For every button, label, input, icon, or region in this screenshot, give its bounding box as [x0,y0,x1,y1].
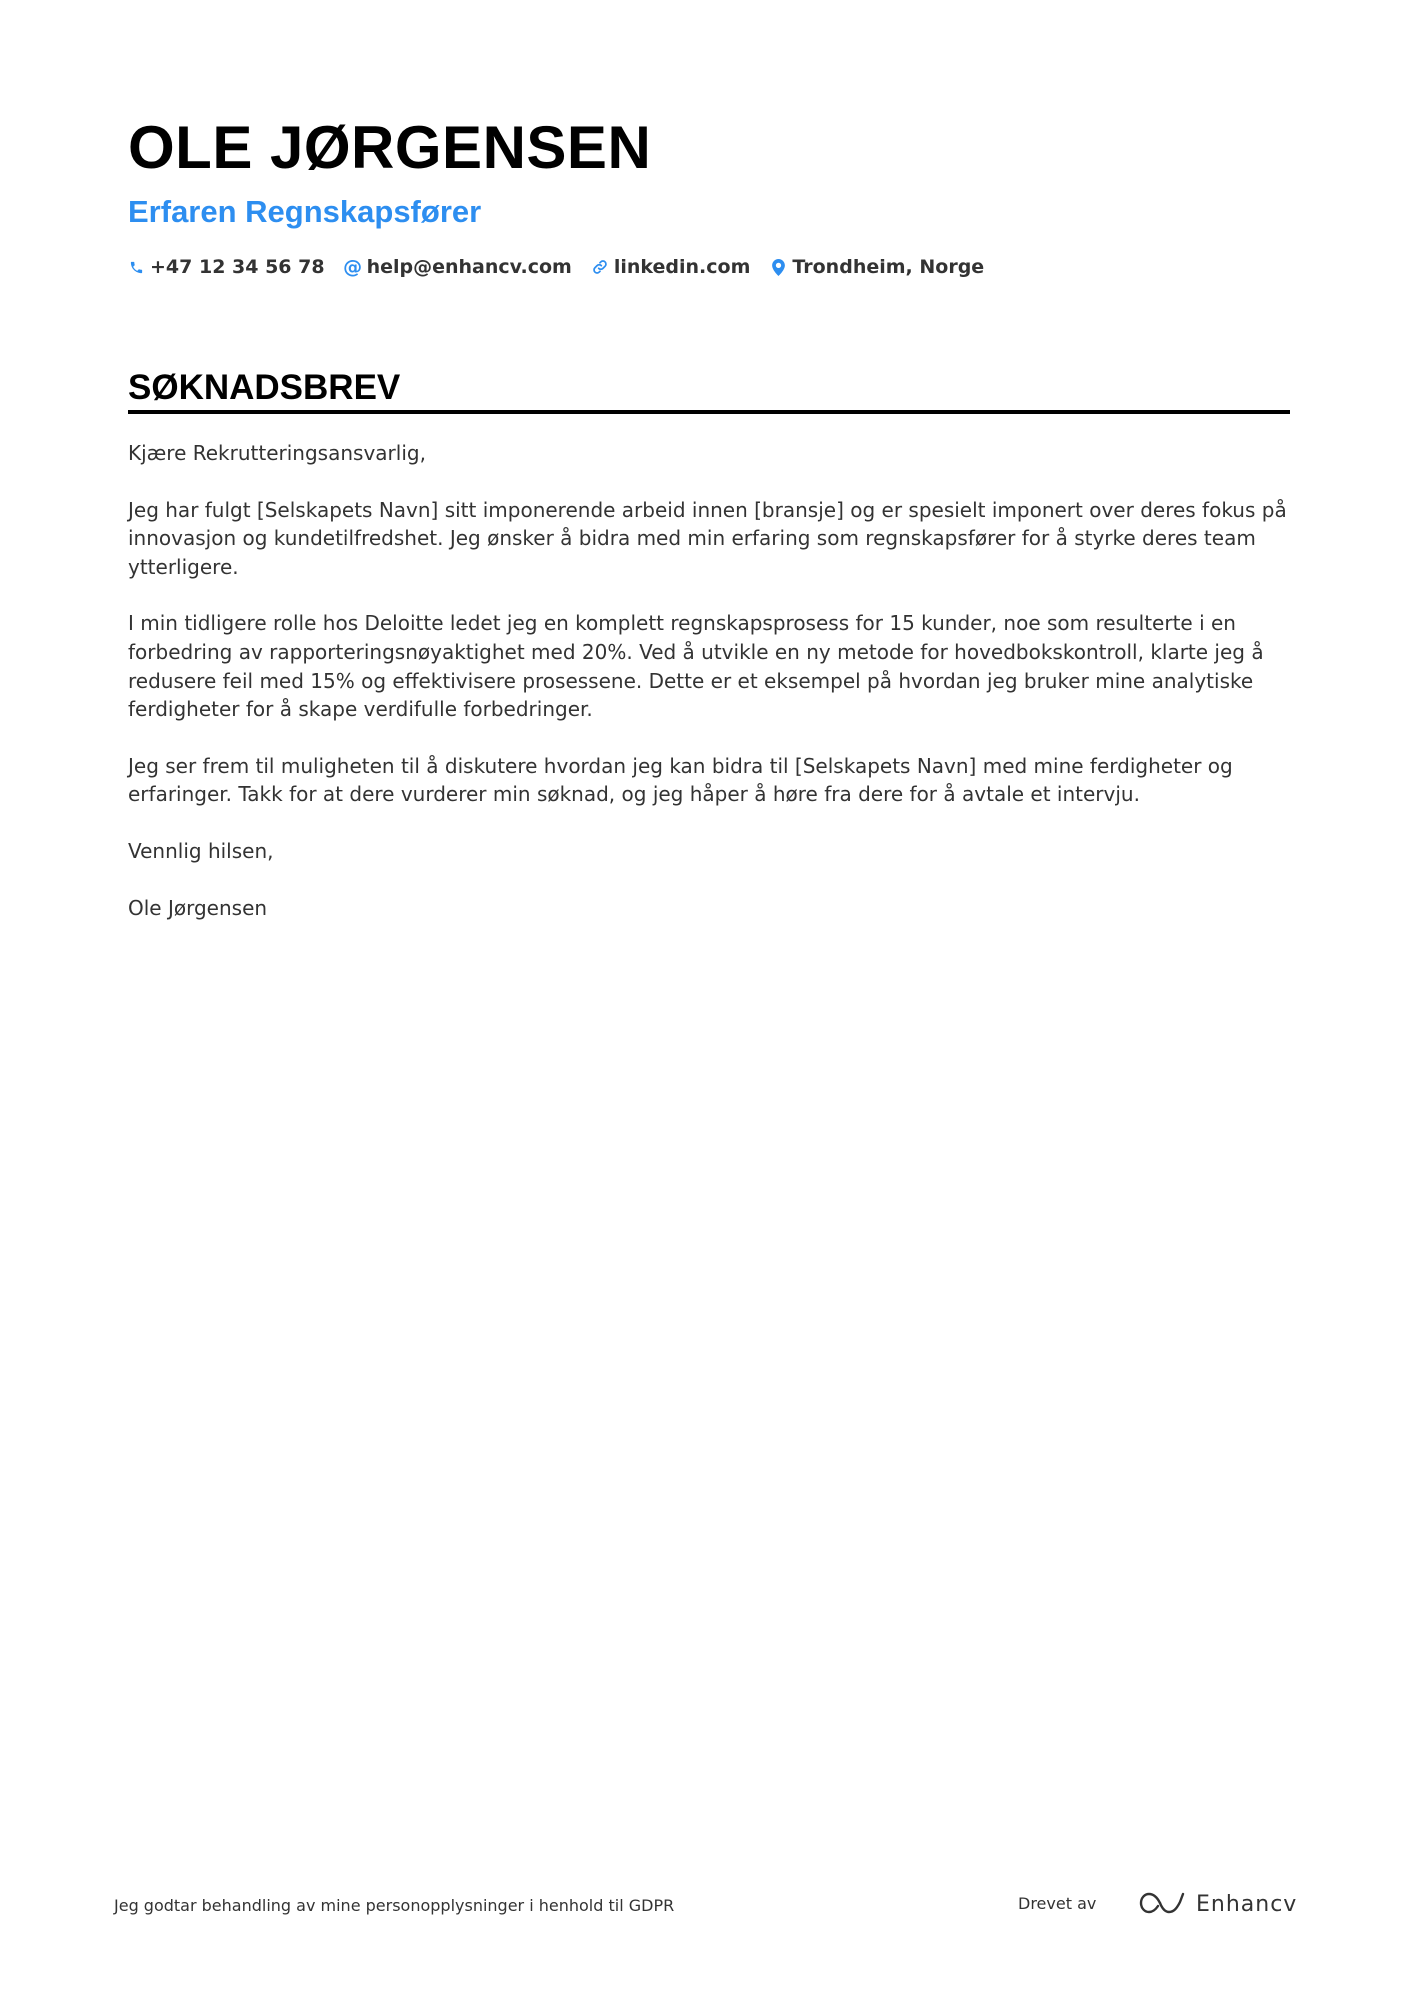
contact-linkedin[interactable] [592,252,751,282]
contact-location-text: Trondheim, Norge [792,256,985,278]
enhancv-logo-icon [1138,1890,1186,1920]
contact-email-text[interactable]: help@enhancv.com [366,256,572,278]
letter-paragraph: Jeg ser frem til muligheten til å diskutere hvordan jeg kan bidra til [Selskapets Navn] med mine ferdigheter og erfaringer. Takk for at dere vurderer min søknad, og jeg håper å høre fra dere for å avtale et intervju. [128,753,1233,807]
section-title: SØKNADSBREV [128,368,401,407]
applicant-title: Erfaren Regnskapsfører [128,194,482,229]
gdpr-consent-text: Jeg godtar behandling av mine personopplysninger i henhold til GDPR [114,1896,675,1915]
phone-icon [128,258,144,276]
contact-phone-text: +47 12 34 56 78 [150,256,325,278]
location-pin-icon [770,258,786,276]
at-icon: @ [343,256,363,278]
letter-paragraph: I min tidligere rolle hos Deloitte ledet jeg en komplett regnskapsprosess for 15 kunder, noe som resulterte i en forbedring av rapporteringsnøyaktighet med 20%. Ved å utvikle en ny metode for hovedbokskontroll, klarte jeg å redusere feil med 15% og effektivisere prosessene. Dette er et eksempel på hvordan jeg bruker mine analytiske ferdigheter for å skape verdifulle forbedringer. [128,611,1264,722]
link-icon [592,258,608,276]
contact-location [770,252,984,282]
letter-closing: Vennlig hilsen, [128,838,274,863]
applicant-name: OLE JØRGENSEN [128,114,652,181]
contact-bar [128,252,984,282]
section-divider [128,410,1290,414]
letter-paragraph: Jeg har fulgt [Selskapets Navn] sitt imponerende arbeid innen [bransje] og er spesielt imponert over deres fokus på innovasjon og kundetilfredshet. Jeg ønsker å bidra med min erfaring som regnskapsfører for å styrke deres team ytterligere. [128,497,1287,579]
letter-salutation: Kjære Rekrutteringsansvarlig, [128,441,426,465]
letter-body [128,439,1290,950]
enhancv-logo-text: Enhancv [1196,1892,1298,1917]
contact-linkedin-text[interactable]: linkedin.com [613,256,751,278]
letter-signature: Ole Jørgensen [128,895,268,920]
enhancv-logo[interactable] [1138,1890,1297,1920]
powered-by-label: Drevet av [1018,1894,1097,1913]
contact-email[interactable] [345,252,572,282]
contact-phone [128,252,325,282]
